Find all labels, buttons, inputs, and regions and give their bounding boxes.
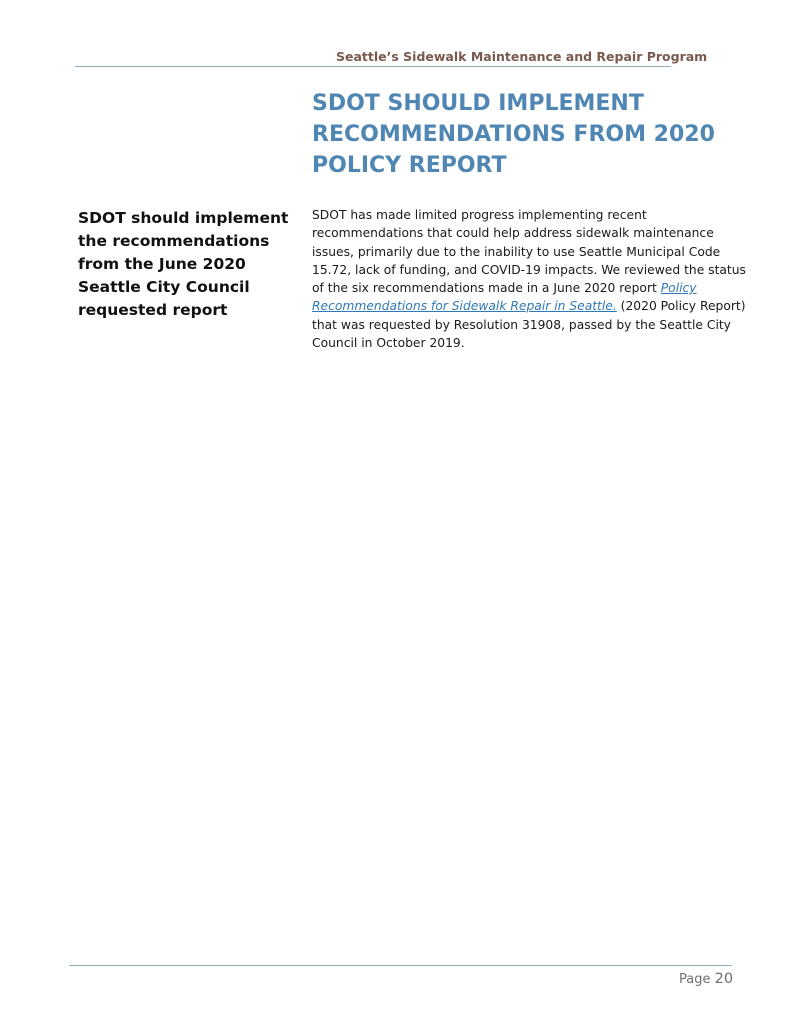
body-text-after-link: (2020 Policy Report) that was requested by Resolution 31908, passed by the Seattle City Council in October 2019. [312,299,746,351]
page-number [679,971,733,987]
footer-divider [69,965,732,966]
header-divider [75,66,671,67]
page-label: Page [679,972,711,987]
section-heading: SDOT SHOULD IMPLEMENT RECOMMENDATIONS FROM 2020 POLICY REPORT [312,91,715,178]
policy-report-link[interactable]: Policy Recommendations for Sidewalk Repair in Seattle. [312,281,697,314]
body-text-before-link: SDOT has made limited progress implementing recent recommendations that could help address sidewalk maintenance issues, primarily due to the inability to use Seattle Municipal Code 15.72, lack of funding, and COVID-19 impacts. We reviewed the status of the six recommendations made in a June 2020 report [312,208,746,296]
sidebar-callout: SDOT should implement the recommendations from the June 2020 Seattle City Council requested report [78,209,289,319]
body-paragraph [312,206,752,352]
page-number-value: 20 [714,971,734,987]
running-header-title: Seattle’s Sidewalk Maintenance and Repair Program [336,49,708,64]
